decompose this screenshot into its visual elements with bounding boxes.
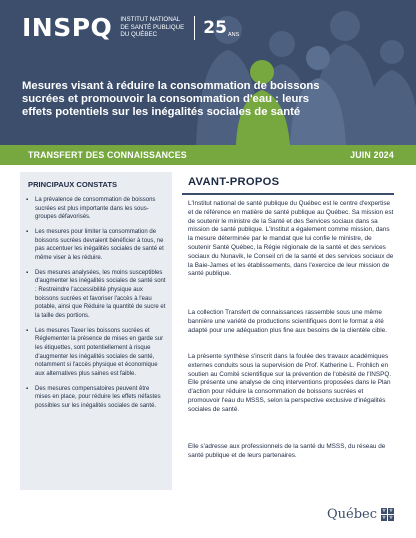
list-item-text: Les mesures pour limiter la consommation de boissons sucrées devraient bénéficier à tous, ne pas accentuer les inégalités sociales de santé et même viser à les réduire. [35,228,164,262]
bullet-icon: ▪ [26,327,29,334]
paragraph-2: La collection Transfert de connaissances rassemble sous une même bannière une variété de productions scientifiques dont le format a été adapté pour une adéquation plus fine aux besoins de la clientèle cible. [188,309,387,334]
fleur-de-lis-icon: ⚜ [388,508,394,514]
publication-date: JUIN 2024 [350,150,394,160]
bullet-icon: ▪ [26,269,29,276]
list-item-text: Les mesures Taxer les boissons sucrées et Réglementer la présence de mises en garde sur les étiquettes, sont potentiellement à risque d'augmenter les inégalités sociales de santé, notamment si l'accès physique et économique aux alternatives plus saines est faible. [35,327,164,378]
fleur-de-lis-icon: ⚜ [388,515,394,521]
list-item-text: La prévalence de consommation de boissons sucrées est plus importante dans les sous-groupes défavorisés. [35,197,156,221]
section-divider [182,193,394,195]
section-title: AVANT-PROPOS [188,176,280,188]
logo-wordmark: INSPQ [22,13,113,42]
fleurdelise-icon [381,508,394,521]
collection-band [0,145,416,165]
bullet-icon: ▪ [26,385,29,392]
list-item [26,269,166,321]
list-item [26,228,166,263]
document-title: Mesures visant à réduire la consommation de boissons sucrées et promouvoir la consommation d'eau : leurs effets potentiels sur les inégalités sociales de santé [22,80,320,119]
collection-label: TRANSFERT DES CONNAISSANCES [28,150,187,160]
key-findings-list [26,196,166,416]
logo-subtitle [120,16,184,39]
bullet-icon: ▪ [26,228,29,235]
logo-subtitle-line-2: DE SANTÉ PUBLIQUE [120,23,185,31]
anniversary-suffix: ANS [227,32,240,38]
bullet-icon: ▪ [26,197,29,203]
quebec-wordmark: Québec [326,507,377,522]
fleur-de-lis-icon: ⚜ [381,515,387,521]
list-item [26,327,166,379]
list-item [26,196,166,222]
paragraph-1: L'Institut national de santé publique du Québec est le centre d'expertise et de référence en matière de santé publique au Québec. Sa mission est de soutenir le ministre de la Santé et des Services sociaux dans sa mission de santé publique. L'Institut a également comme mission, dans la mesure déterminée par le mandat que lui confie le ministre, de soutenir Santé Québec, la Régie régionale de la santé et des services sociaux du Nunavik, le Conseil cri de la santé et des services sociaux de la Baie-James et les établissements, dans l'exercice de leur mission de santé publique. [188,200,394,278]
logo-divider [194,16,195,40]
logo-subtitle-line-3: DU QUÉBEC [120,31,158,39]
quebec-logo [327,507,394,522]
paragraph-3: La présente synthèse s'inscrit dans la foulée des travaux académiques externes conduits sous la supervision de Prof. Katherine L. Frohlich en soutien au Comité scientifique sur la prévention de l'obésité de l'INSPQ. Elle présente une analyse de cinq interventions proposées dans le Plan d'action pour réduire la consommation de boissons sucrées et promouvoir l'eau du MSSS, selon la perspective exclusive d'inégalités sociales de santé. [188,353,392,413]
sidebar-title: PRINCIPAUX CONSTATS [28,180,118,189]
logo-subtitle-line-1: INSTITUT NATIONAL [120,16,181,24]
inspq-logo [22,13,239,42]
list-item-text: Des mesures compensatoires peuvent être mises en place, pour réduire les effets néfastes possibles sur les inégalités sociales de santé. [35,385,161,409]
list-item-text: Des mesures analysées, les moins susceptibles d'augmenter les inégalités sociales de santé sont : Restreindre l'accessibilité physique aux boissons sucrées et favoriser l'accès à l'eau potable, ainsi que Réduire la quantité de sucre et la taille des portions. [35,269,166,320]
key-findings-sidebar [20,172,172,490]
fleur-de-lis-icon: ⚜ [381,508,387,514]
anniversary-number: 25 [203,17,227,38]
cover-header [0,0,416,145]
paragraph-4: Elle s'adresse aux professionnels de la santé du MSSS, du réseau de santé publique et de leurs partenaires. [188,443,386,459]
list-item [26,385,166,411]
